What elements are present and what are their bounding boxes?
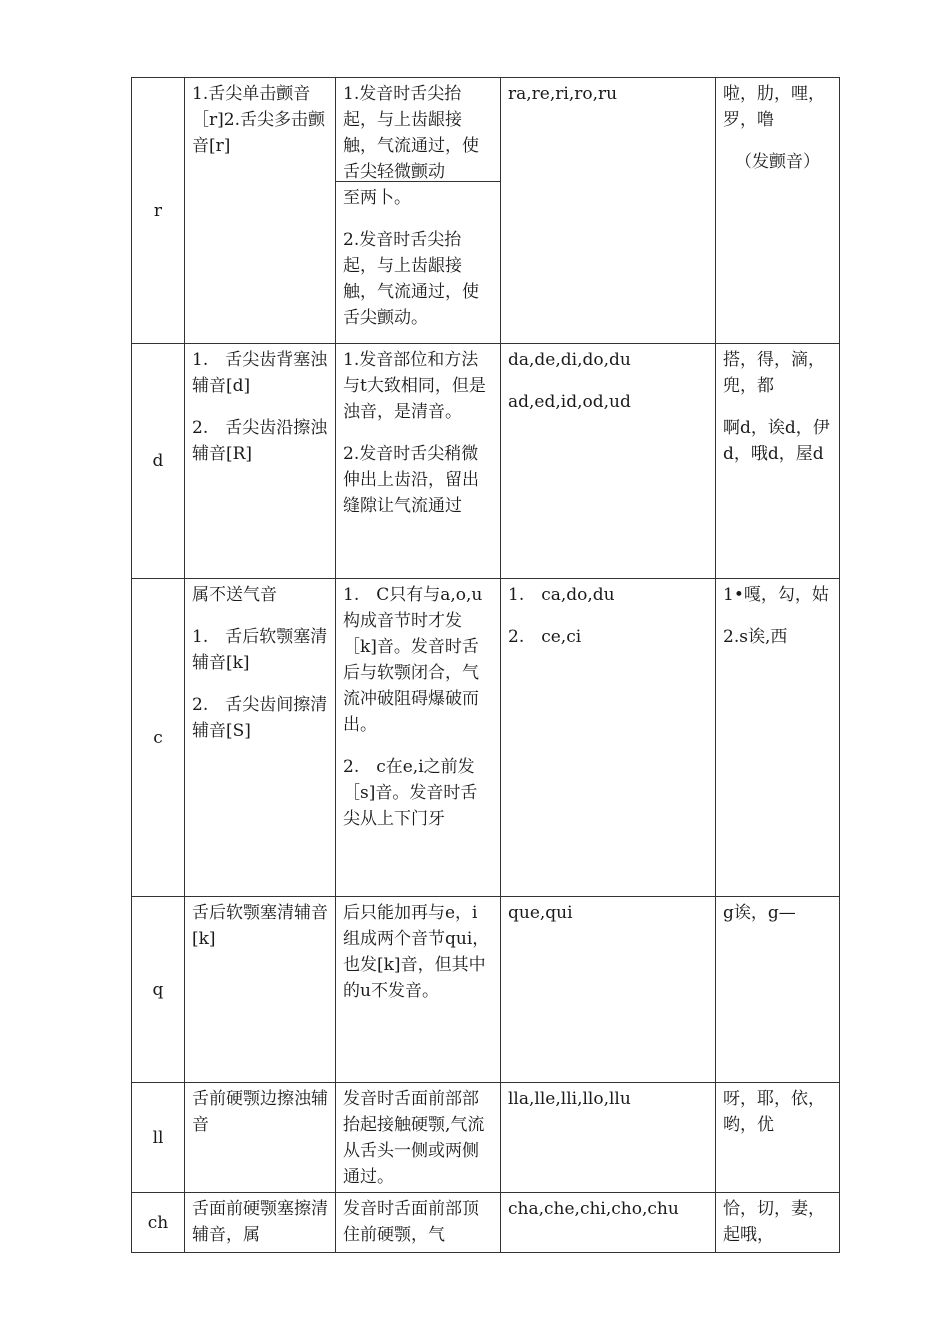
description-text: 1.发音时舌尖抬起，与上齿龈接触，气流通过，使舌尖轻微颤动 [343,84,479,182]
chinese-chars-cell [716,897,840,1083]
description-cell [336,579,501,897]
letter-cell: ll [132,1083,185,1193]
sound-name: 舌面前硬颚塞擦清辅音，属 [192,1199,328,1245]
description-text: 2.发音时舌尖抬起，与上齿龈接触，气流通过，使舌尖颤动。 [343,230,479,328]
table-row [132,78,840,344]
pronunciation-table [131,77,840,1253]
description-text: 1.发音部位和方法与t大致相同，但是浊音，是清音。 [343,350,486,422]
table-row [132,579,840,897]
chinese-chars: 啊d，诶d，伊d，哦d，屋d [723,418,830,464]
examples-cell [501,1083,716,1193]
chinese-chars-cell [716,1083,840,1193]
example-syllables: da,de,di,do,du [508,350,631,370]
description-cell [336,78,501,344]
description-cell [336,344,501,579]
description-text: 2. c在e,i之前发［s]音。发音时舌尖从上下门牙 [343,757,478,829]
chinese-chars: 呀，耶，依，哟，优 [723,1089,825,1135]
example-syllables: 2. ce,ci [508,627,582,647]
sound-name-cell [185,78,336,344]
letter-cell: ch [132,1193,185,1253]
sound-name: 1.舌尖单击颤音 [192,84,311,104]
examples-cell [501,78,716,344]
description-cell [336,897,501,1083]
chinese-chars: 2.s诶,西 [723,627,788,647]
chinese-chars: （发颤音） [735,152,820,172]
chinese-chars: g诶，g— [723,903,796,923]
chinese-chars: 啦，肋，哩，罗，噜 [723,84,825,130]
example-syllables: 1. ca,do,du [508,585,615,605]
example-syllables: lla,lle,lli,llo,llu [508,1089,631,1109]
letter-cell: c [132,579,185,897]
table-row [132,344,840,579]
chinese-chars-cell [716,579,840,897]
sound-name: 2. 舌尖齿间擦清辅音[S] [192,695,328,741]
example-syllables: que,qui [508,903,573,923]
sound-name: 1. 舌尖齿背塞浊辅音[d] [192,350,328,396]
description-text: 2.发音时舌尖稍微伸出上齿沿，留出缝隙让气流通过 [343,444,479,516]
letter-cell: q [132,897,185,1083]
sound-name: 1. 舌后软颚塞清辅音[k] [192,627,328,673]
sound-name-cell [185,579,336,897]
table-row [132,1193,840,1253]
table-row [132,1083,840,1193]
letter-cell: r [132,78,185,344]
table-row [132,897,840,1083]
letter-cell: d [132,344,185,579]
description-text: 1. C只有与a,o,u构成音节时才发［k]音。发音时舌后与软颚闭合，气流冲破阻碍爆破而出。 [343,585,483,735]
chinese-chars-cell [716,78,840,344]
examples-cell [501,1193,716,1253]
examples-cell [501,897,716,1083]
examples-cell [501,344,716,579]
chinese-chars: 搭，得，滴，兜，都 [723,350,825,396]
example-syllables: cha,che,chi,cho,chu [508,1199,679,1219]
chinese-chars-cell [716,344,840,579]
description-text: 发音时舌面前部部抬起接触硬颚,气流从舌头一侧或两侧通过。 [343,1089,485,1187]
examples-cell [501,579,716,897]
chinese-chars: 恰，切，妻，起哦， [723,1199,825,1245]
example-syllables: ad,ed,id,od,ud [508,392,631,412]
sound-name: 属不送气音 [192,585,277,605]
sound-name: 舌前硬颚边擦浊辅音 [192,1089,328,1135]
sound-name-cell [185,897,336,1083]
chinese-chars: 1•嘎，勾，姑 [723,585,829,605]
description-cell [336,1193,501,1253]
sound-name-cell [185,1083,336,1193]
sound-name: 2. 舌尖齿沿擦浊辅音[R] [192,418,328,464]
sound-name-cell [185,344,336,579]
description-text: 发音时舌面前部顶住前硬颚，气 [343,1199,479,1245]
description-text: 后只能加再与e，i组成两个音节qui，也发[k]音，但其中的u不发音。 [343,903,490,1001]
example-syllables: ra,re,ri,ro,ru [508,84,618,104]
chinese-chars-cell [716,1193,840,1253]
sound-name-cell [185,1193,336,1253]
description-cell [336,1083,501,1193]
sound-name: 舌后软颚塞清辅音[k] [192,903,328,949]
description-text: 至两卜。 [343,188,411,208]
sound-name: ［r]2.舌尖多击颤音[r] [192,110,325,156]
